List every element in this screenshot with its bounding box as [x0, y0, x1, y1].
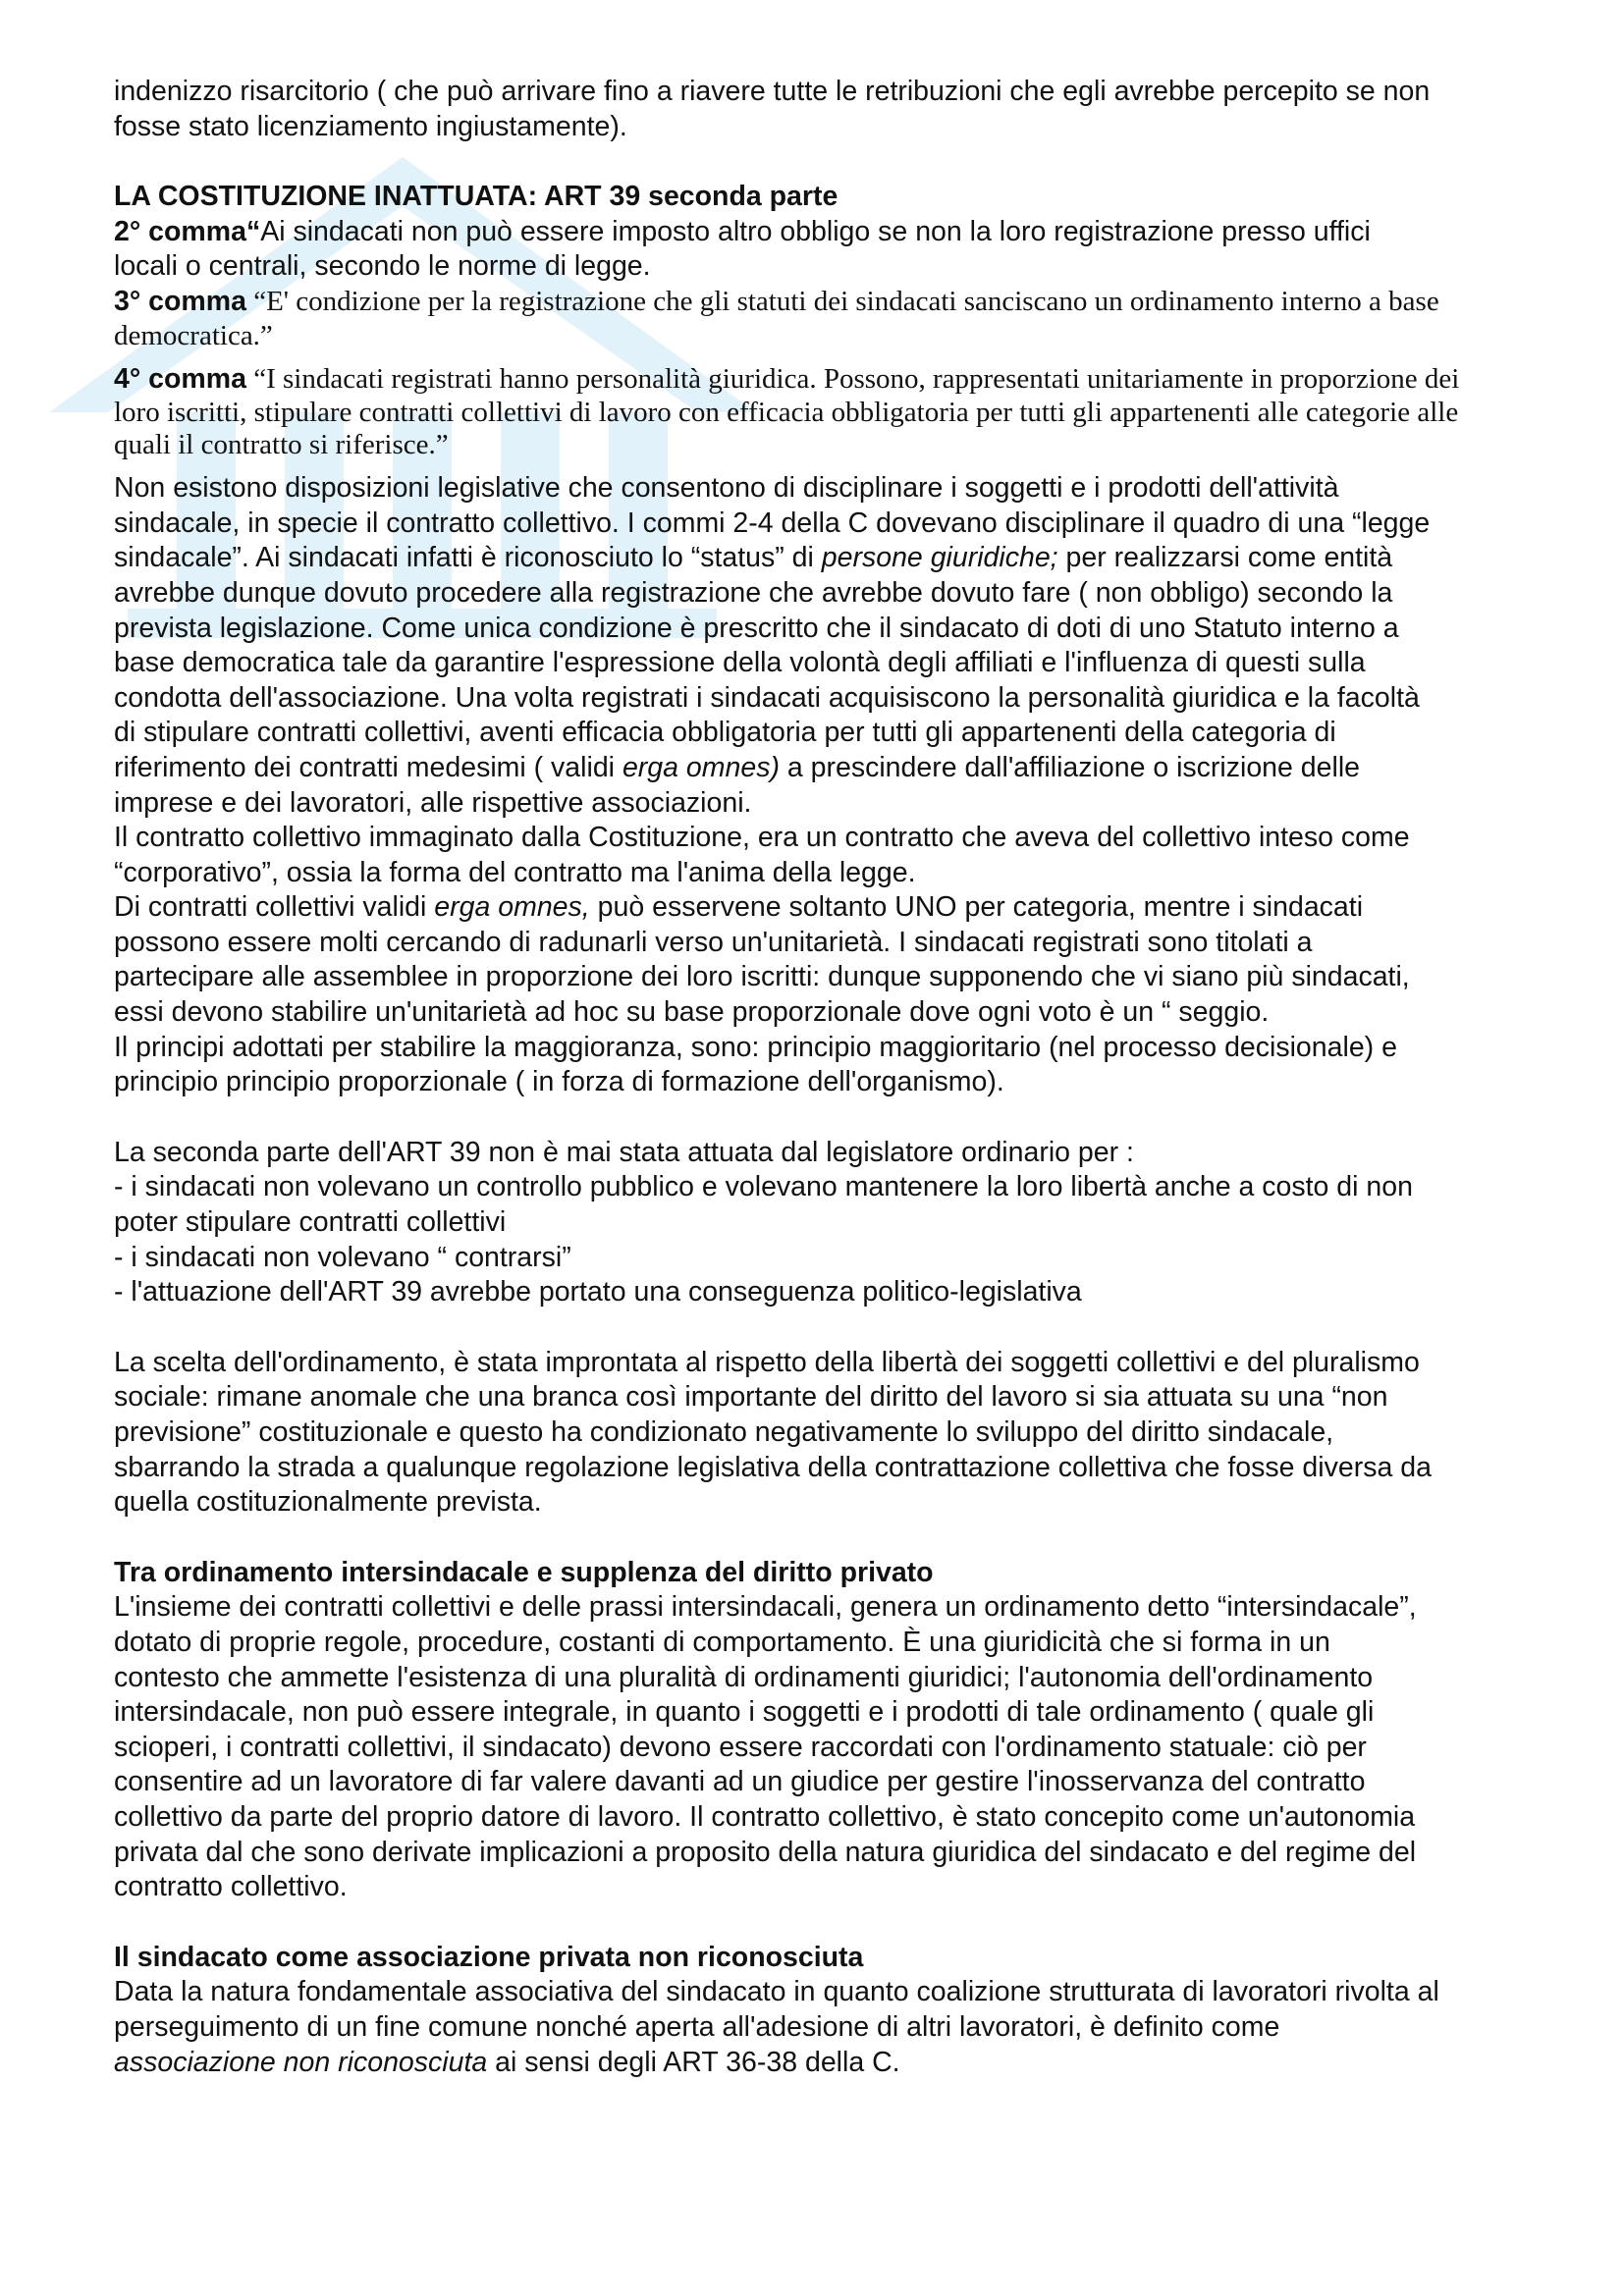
text-line: indenizzo risarcitorio ( che può arrivare fino a riavere tutte le retribuzioni che egli avrebbe percepito se non — [114, 76, 1431, 107]
comma-text: “I sindacati registrati hanno personalità giuridica. Possono, rappresentati unitariamente in proporzione dei — [245, 362, 1460, 395]
text-line: possono essere molti cercando di radunarli verso un'unitarietà. I sindacati registrati sono titolati a — [114, 926, 1313, 958]
text-line: quella costituzionalmente prevista. — [114, 1486, 542, 1519]
text-line: Data la natura fondamentale associativa del sindacato in quanto coalizione strutturata di lavoratori rivolta al — [114, 1976, 1439, 2008]
comma-label: 3° comma — [114, 285, 246, 317]
paragraph-scelta-ordinamento — [114, 1346, 1547, 1521]
text-line: loro iscritti, stipulare contratti collettivi di lavoro con efficacia obbligatoria per tutti gli appartenenti alle categorie alle — [114, 397, 1459, 429]
list-item: - i sindacati non volevano un controllo pubblico e volevano mantenere la loro libertà anche a costo di non — [114, 1171, 1413, 1203]
text-line: imprese e dei lavoratori, alle rispettive associazioni. — [114, 786, 752, 819]
text-line: poter stipulare contratti collettivi — [114, 1206, 507, 1239]
text-line: democratica.” — [114, 319, 273, 351]
text-line: Il principi adottati per stabilire la maggioranza, sono: principio maggioritario (nel processo decisionale) e — [114, 1031, 1397, 1063]
text-line: contesto che ammette l'esistenza di una pluralità di ordinamenti giuridici; l'autonomia dell'ordinamento — [114, 1661, 1374, 1693]
document-page — [114, 75, 1547, 2080]
text-line: Non esistono disposizioni legislative che consentono di disciplinare i soggetti e i prodotti dell'attività — [114, 472, 1339, 505]
text-line: scioperi, i contratti collettivi, il sindacato) devono essere raccordati con l'ordinamento statuale: ciò per — [114, 1731, 1367, 1763]
text-line: previsione” costituzionale e questo ha condizionato negativamente lo sviluppo del diritto sindacale, — [114, 1416, 1334, 1448]
comma-4 — [114, 362, 1547, 398]
list-item: - i sindacati non volevano “ contrarsi” — [114, 1241, 571, 1273]
text-line: intersindacale, non può essere integrale, in quanto i soggetti e i prodotti di tale ordinamento ( quale gli — [114, 1696, 1375, 1729]
section-heading: Tra ordinamento intersindacale e supplenza del diritto privato — [114, 1556, 934, 1588]
text-line: La seconda parte dell'ART 39 non è mai stata attuata dal legislatore ordinario per : — [114, 1136, 1134, 1168]
text-line: contratto collettivo. — [114, 1871, 348, 1903]
text-line: condotta dell'associazione. Una volta registrati i sindacati acquisiscono la personalità giuridica e la facoltà — [114, 681, 1420, 714]
list-item: - l'attuazione dell'ART 39 avrebbe portato una conseguenza politico-legislativa — [114, 1276, 1082, 1308]
text-line: Di contratti collettivi validi erga omnes, può esservene soltanto UNO per categoria, mentre i sindacati — [114, 891, 1364, 924]
text-line: riferimento dei contratti medesimi ( validi erga omnes) a prescindere dall'affiliazione o iscrizione delle — [114, 751, 1361, 783]
text-line: locali o centrali, secondo le norme di legge. — [114, 250, 651, 283]
comma-3 — [114, 285, 1547, 320]
text-line: consentire ad un lavoratore di far valere davanti ad un giudice per gestire l'inosservanza del contratto — [114, 1766, 1366, 1798]
text-line: sociale: rimane anomale che una branca così importante del diritto del lavoro si sia attuata su una “non — [114, 1381, 1388, 1414]
text-line: sbarrando la strada a qualunque regolazione legislativa della contrattazione collettiva che fosse diversa da — [114, 1451, 1432, 1483]
intro-paragraph — [114, 75, 1547, 144]
text-line: partecipare alle assemblee in proporzione dei loro iscritti: dunque supponendo che vi siano più sindacati, — [114, 961, 1410, 993]
text-line: fosse stato licenziamento ingiustamente). — [114, 110, 627, 142]
text-line: perseguimento di un fine comune nonché aperta all'adesione di altri lavoratori, è definito come — [114, 2010, 1280, 2043]
comma-text: Ai sindacati non può essere imposto altro obbligo se non la loro registrazione presso uffici — [260, 215, 1371, 247]
text-line: collettivo da parte del proprio datore di lavoro. Il contratto collettivo, è stato concepito come un'autonomia — [114, 1800, 1416, 1833]
text-line: privata dal che sono derivate implicazioni a proposito della natura giuridica del sindacato e del regime del — [114, 1836, 1417, 1868]
text-line: sindacale”. Ai sindacati infatti è riconosciuto lo “status” di persone giuridiche; per realizzarsi come entità — [114, 542, 1393, 574]
text-line: Il contratto collettivo immaginato dalla Costituzione, era un contratto che aveva del collettivo inteso come — [114, 822, 1410, 854]
text-line: avrebbe dunque dovuto procedere alla registrazione che avrebbe dovuto fare ( non obbligo) secondo la — [114, 576, 1393, 609]
text-line: base democratica tale da garantire l'espressione della volontà degli affiliati e l'influenza di questi sulla — [114, 647, 1366, 679]
section-associazione-non-riconosciuta — [114, 1941, 1547, 2080]
text-line: La scelta dell'ordinamento, è stata improntata al rispetto della libertà dei soggetti collettivi e del pluralismo — [114, 1346, 1420, 1378]
text-line: prevista legislazione. Come unica condizione è prescritto che il sindacato di doti di uno Statuto interno a — [114, 612, 1399, 644]
text-line: L'insieme dei contratti collettivi e delle prassi intersindacali, genera un ordinamento detto “intersindacale”, — [114, 1591, 1417, 1624]
comma-label: 2° comma“ — [114, 215, 261, 247]
comma-label: 4° comma — [114, 362, 246, 395]
section-costituzione-inattuata — [114, 180, 1547, 461]
comma-2 — [114, 215, 1547, 250]
text-line: quali il contratto si riferisce.” — [114, 429, 449, 461]
text-line: “corporativo”, ossia la forma del contratto ma l'anima della legge. — [114, 856, 916, 888]
text-line: essi devono stabilire un'unitarietà ad hoc su base proporzionale dove ogni voto è un “ seggio. — [114, 996, 1270, 1029]
section-ordinamento-intersindacale — [114, 1556, 1547, 1905]
comma-text: “E' condizione per la registrazione che gli statuti dei sindacati sanciscano un ordinamento interno a base — [245, 285, 1439, 317]
text-line: principio principio proporzionale ( in forza di formazione dell'organismo). — [114, 1066, 1004, 1098]
paragraph-sindacati-registrazione — [114, 471, 1547, 1100]
section-heading: Il sindacato come associazione privata non riconosciuta — [114, 1941, 864, 1973]
text-line: sindacale, in specie il contratto collettivo. I commi 2-4 della C dovevano disciplinare il quadro di una “legge — [114, 507, 1431, 539]
text-line: dotato di proprie regole, procedure, costanti di comportamento. È una giuridicità che si forma in un — [114, 1626, 1330, 1658]
paragraph-mancata-attuazione — [114, 1136, 1547, 1310]
text-line: associazione non riconosciuta ai sensi degli ART 36-38 della C. — [114, 2046, 900, 2078]
text-line: di stipulare contratti collettivi, aventi efficacia obbligatoria per tutti gli appartenenti della categoria di — [114, 717, 1336, 749]
section-heading: LA COSTITUZIONE INATTUATA: ART 39 seconda parte — [114, 181, 839, 213]
